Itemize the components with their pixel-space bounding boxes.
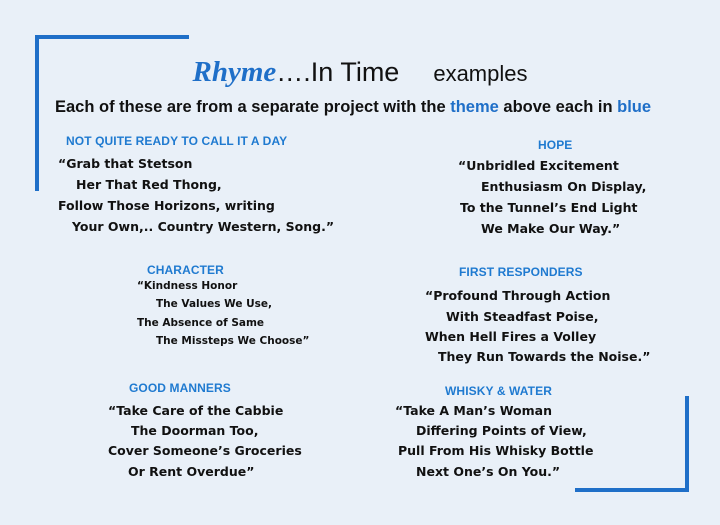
poem-line: Her That Red Thong, <box>76 177 222 192</box>
theme-not-quite-ready: NOT QUITE READY TO CALL IT A DAY <box>66 134 288 148</box>
title-in-time: ….In Time <box>276 57 400 87</box>
theme-hope: HOPE <box>538 138 573 152</box>
poem-line: They Run Towards the Noise.” <box>438 349 651 364</box>
poem-line: Follow Those Horizons, writing <box>58 198 275 213</box>
poem-line: Differing Points of View, <box>416 423 587 438</box>
poem-line: Your Own,.. Country Western, Song.” <box>72 219 335 234</box>
poem-line: “Kindness Honor <box>137 280 238 292</box>
subtitle-blue-word: blue <box>617 98 652 116</box>
title-rhyme: Rhyme <box>192 56 277 88</box>
subtitle-part1: Each of these are from a separate project with the <box>55 98 451 116</box>
title-examples: examples <box>433 61 528 86</box>
poem-line: Enthusiasm On Display, <box>481 179 647 194</box>
poem-line: Or Rent Overdue” <box>128 464 255 479</box>
page-subtitle <box>55 98 651 117</box>
page-title <box>0 56 720 89</box>
poem-line: “Take A Man’s Woman <box>395 403 553 418</box>
poem-line: The Absence of Same <box>137 317 265 329</box>
poem-line: Pull From His Whisky Bottle <box>398 443 594 458</box>
theme-whisky-water: WHISKY & WATER <box>445 384 552 398</box>
poem-line: To the Tunnel’s End Light <box>460 200 638 215</box>
poem-line: The Doorman Too, <box>131 423 259 438</box>
poem-line: We Make Our Way.” <box>481 221 621 236</box>
poem-line: The Missteps We Choose” <box>156 335 310 347</box>
theme-first-responders: FIRST RESPONDERS <box>459 265 583 279</box>
poem-line: “Unbridled Excitement <box>458 158 619 173</box>
poem-line: “Profound Through Action <box>425 288 611 303</box>
theme-character: CHARACTER <box>147 263 224 277</box>
poem-line: Cover Someone’s Groceries <box>108 443 302 458</box>
poem-line: “Take Care of the Cabbie <box>108 403 284 418</box>
poem-line: The Values We Use, <box>156 298 273 310</box>
subtitle-part2: above each in <box>498 98 618 116</box>
poem-line: When Hell Fires a Volley <box>425 329 597 344</box>
poem-line: “Grab that Stetson <box>58 156 193 171</box>
theme-good-manners: GOOD MANNERS <box>129 381 231 395</box>
poem-line: Next One’s On You.” <box>416 464 561 479</box>
subtitle-theme-word: theme <box>450 98 499 116</box>
poem-line: With Steadfast Poise, <box>446 309 599 324</box>
